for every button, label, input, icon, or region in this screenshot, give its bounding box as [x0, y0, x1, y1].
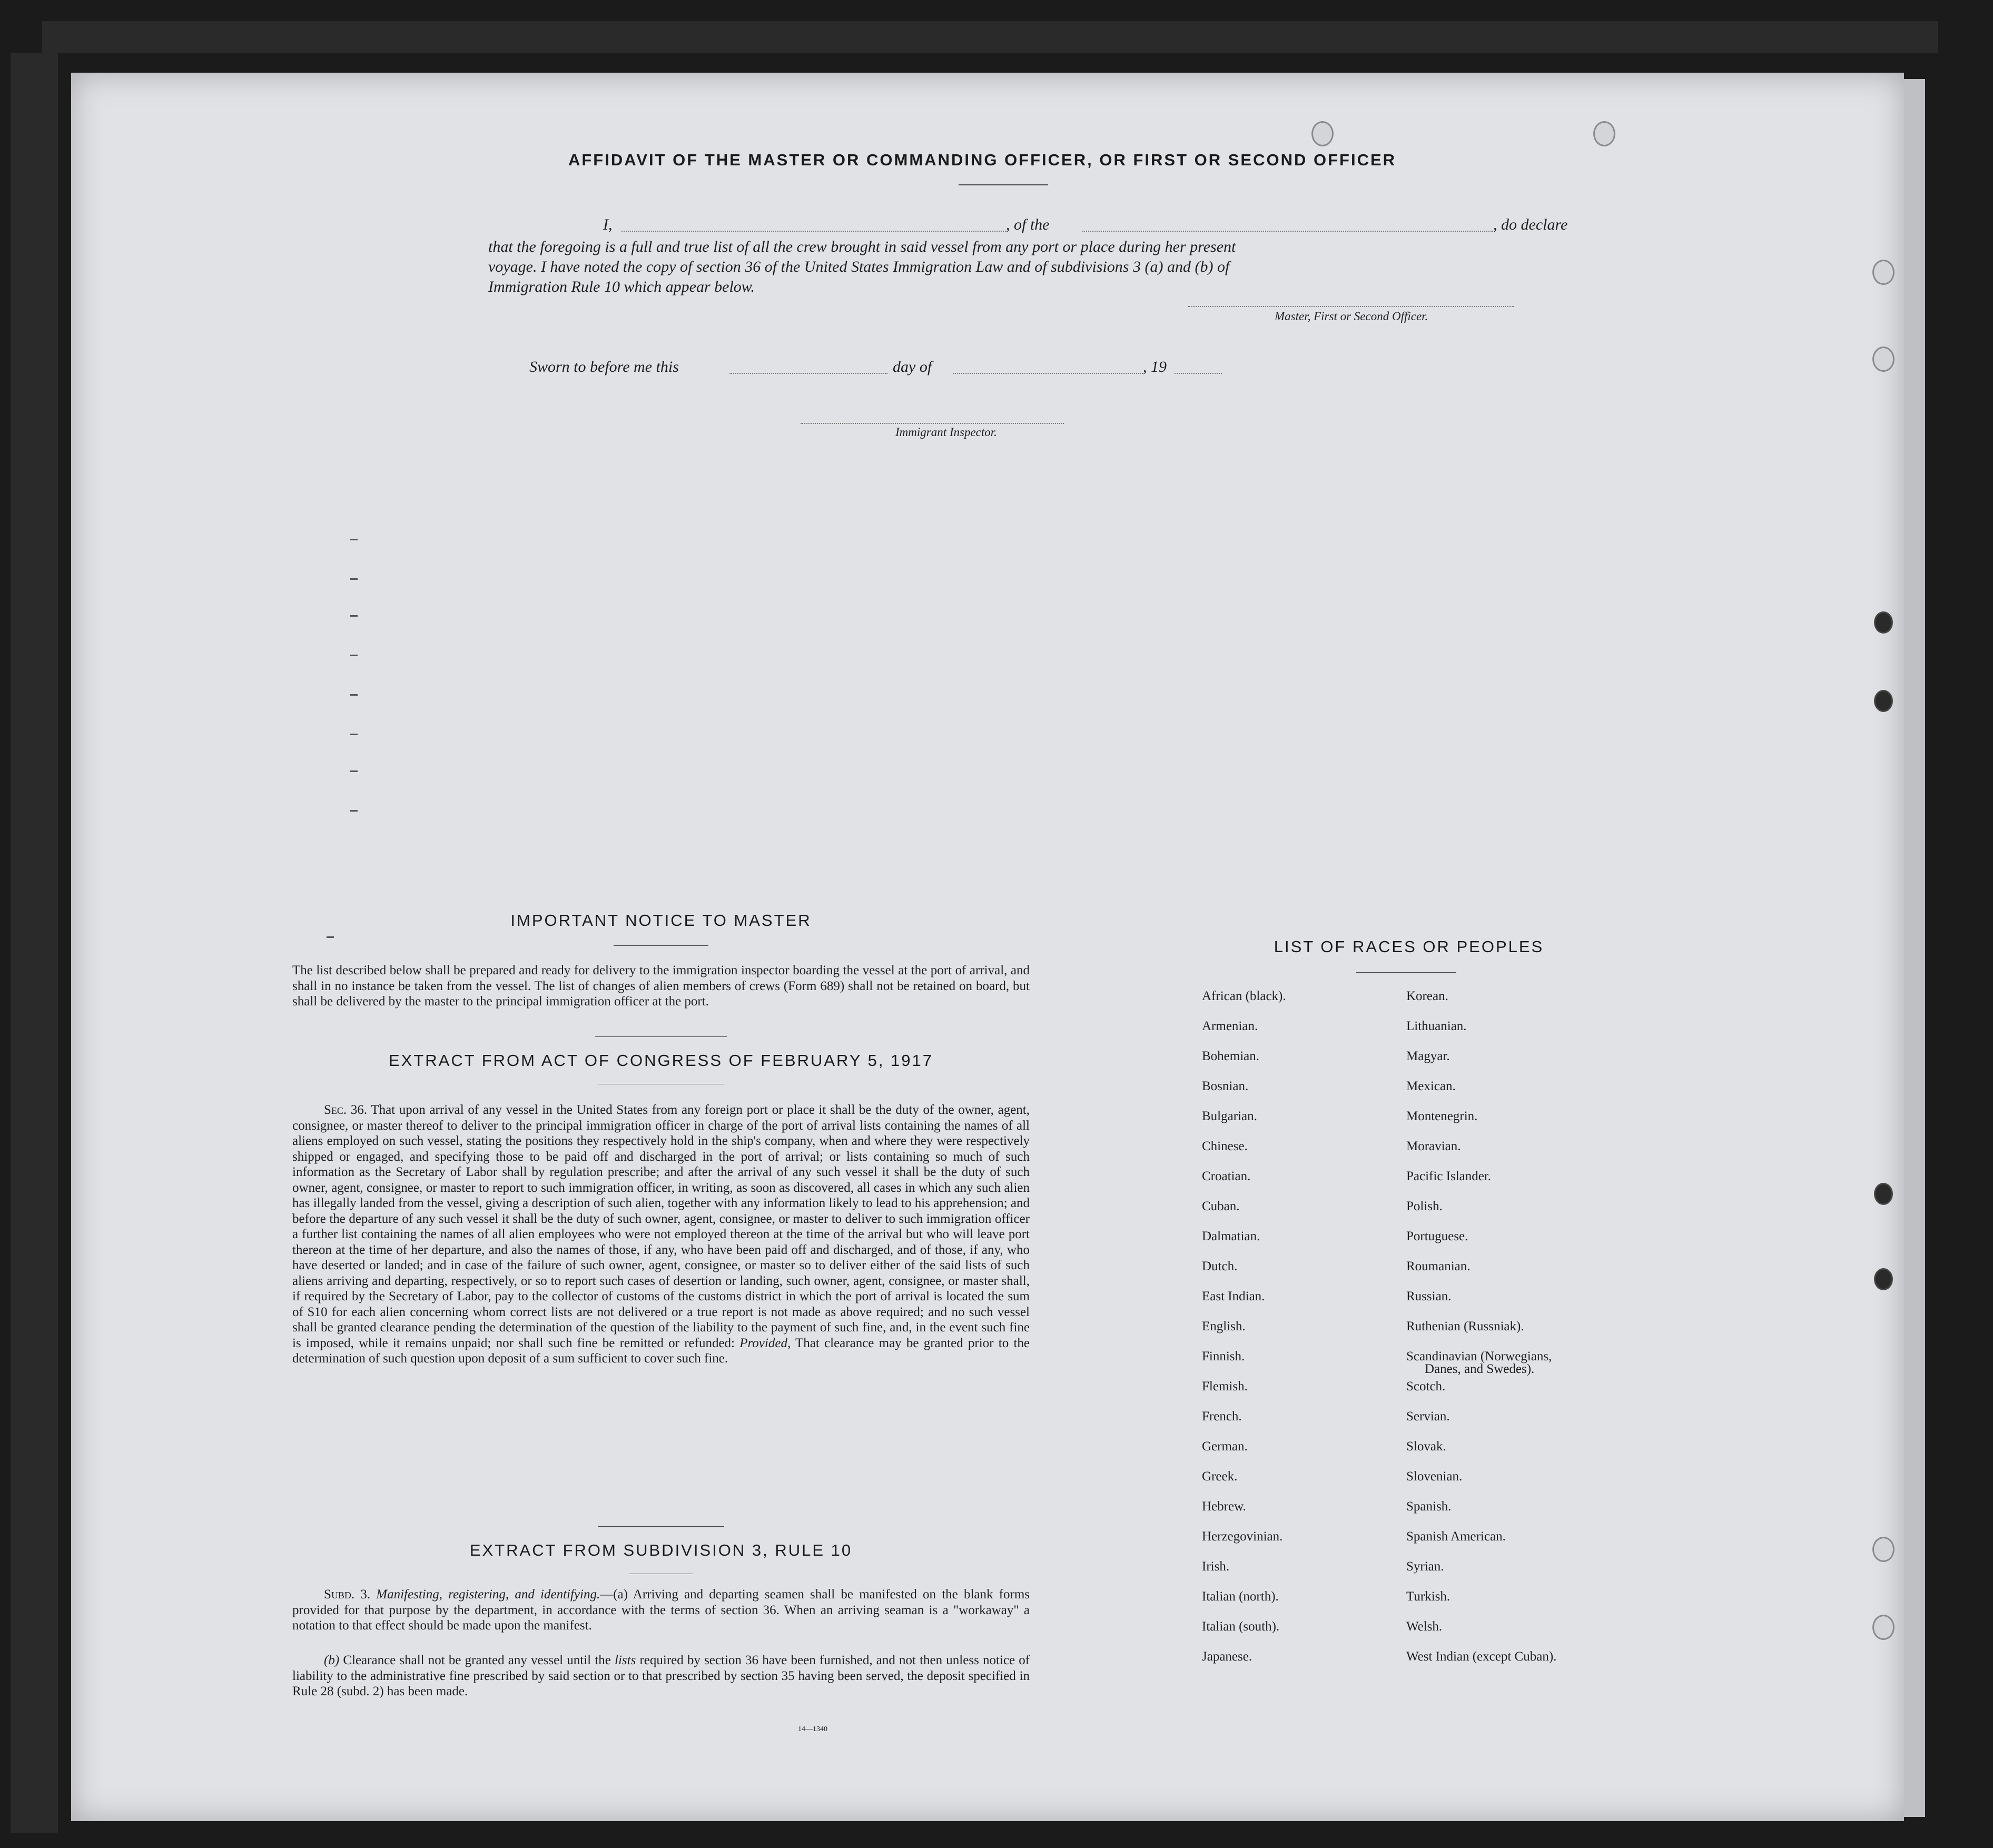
- race-item: Italian (north).: [1202, 1589, 1279, 1604]
- inspector-signature-line[interactable]: [801, 423, 1064, 424]
- scan-border-top: [42, 21, 1938, 53]
- race-item: Finnish.: [1202, 1349, 1245, 1363]
- punch-hole-right-5: [1874, 1183, 1893, 1205]
- affidavit-line-1: [535, 215, 1620, 236]
- affidavit-line-2: that the foregoing is a full and true list of all the crew brought in said vessel from any port or place during her present: [488, 238, 1236, 255]
- sworn-year: , 19: [1143, 358, 1167, 375]
- margin-dash: [350, 539, 358, 540]
- race-item: Bulgarian.: [1202, 1109, 1257, 1123]
- punch-hole-right-4: [1874, 690, 1893, 712]
- race-item: German.: [1202, 1439, 1248, 1454]
- affidavit-line-3: voyage. I have noted the copy of section 36 of the United States Immigration Law and of subdivisions 3 (a) and (b) of: [488, 258, 1230, 275]
- race-item: Dutch.: [1202, 1259, 1238, 1273]
- rule-para-b-label: (b): [324, 1653, 340, 1667]
- affidavit-i: I,: [603, 216, 613, 233]
- rule-para-b-lists: lists: [615, 1653, 636, 1667]
- margin-dash: [350, 770, 358, 772]
- race-item: Magyar.: [1406, 1049, 1450, 1063]
- race-item: Slovak.: [1406, 1439, 1446, 1454]
- race-item: Irish.: [1202, 1559, 1230, 1574]
- race-item: African (black).: [1202, 989, 1286, 1003]
- sworn-day-field[interactable]: [729, 373, 887, 374]
- affidavit-title-rule: [959, 184, 1048, 185]
- sworn-day-of: day of: [893, 358, 932, 375]
- race-item: Scandinavian (Norwegians,: [1406, 1349, 1552, 1363]
- signature-line[interactable]: [1188, 306, 1514, 307]
- act-extract-title: EXTRACT FROM ACT OF CONGRESS OF FEBRUARY 5, 1917: [388, 1051, 934, 1070]
- sworn-prefix: Sworn to before me this: [529, 358, 679, 375]
- notice-body: The list described below shall be prepared and ready for delivery to the immigration inspector boarding the vessel at the port of arrival, and shall in no instance be taken from the vessel. The list of changes of alien members of crews (Form 689) shall not be retained on board, but shall be delivered by the master to the principal immigration officer at the port.: [292, 963, 1030, 1009]
- race-item: Italian (south).: [1202, 1619, 1280, 1634]
- scan-border-left: [11, 53, 58, 1833]
- race-item: Bohemian.: [1202, 1049, 1260, 1063]
- page-edge: [1904, 79, 1925, 1817]
- race-item: Moravian.: [1406, 1139, 1461, 1153]
- act-rule: [598, 1526, 724, 1527]
- affidavit-title: AFFIDAVIT OF THE MASTER OR COMMANDING OFFICER, OR FIRST OR SECOND OFFICER: [568, 151, 1397, 169]
- race-item: English.: [1202, 1319, 1246, 1333]
- rule-subd-heading: Manifesting, registering, and identifying.: [376, 1587, 600, 1602]
- sworn-line: [529, 357, 1319, 378]
- race-item: Japanese.: [1202, 1649, 1252, 1664]
- inspector-caption: Immigrant Inspector.: [895, 426, 997, 439]
- race-item: Polish.: [1406, 1199, 1443, 1213]
- rule-extract-title: EXTRACT FROM SUBDIVISION 3, RULE 10: [469, 1541, 853, 1559]
- rule-subd-label: Subd. 3.: [324, 1587, 371, 1602]
- race-item: Slovenian.: [1406, 1469, 1463, 1484]
- punch-hole-right-2: [1872, 347, 1895, 372]
- race-item: Flemish.: [1202, 1379, 1248, 1394]
- act-provided: Provided,: [739, 1336, 791, 1350]
- sworn-month-field[interactable]: [953, 373, 1143, 374]
- races-title: LIST OF RACES OR PEOPLES: [1274, 937, 1544, 956]
- margin-dash: [350, 615, 358, 617]
- race-item: East Indian.: [1202, 1289, 1265, 1303]
- race-item: Montenegrin.: [1406, 1109, 1478, 1123]
- punch-hole-right-6: [1874, 1268, 1893, 1290]
- margin-dash: [350, 810, 358, 812]
- form-number: 14—1340: [798, 1725, 827, 1733]
- race-item: Lithuanian.: [1406, 1019, 1467, 1033]
- race-item: Cuban.: [1202, 1199, 1240, 1213]
- race-item: Spanish American.: [1406, 1529, 1506, 1544]
- act-body: That upon arrival of any vessel in the United States from any foreign port or place it shall be the duty of the owner, agent, consignee, or master thereof to deliver to the principal immigration officer in charge of the port of arrival lists containing the names of all aliens employed on such vessel, stating the positions they respectively hold in the ship's company, when and where they were respectively shipped or engaged, and specifying those to be paid off and discharged in the port of arrival; or lists containing so much of such information as the Secretary of Labor shall by regulation prescribe; and after the arrival of any such vessel it shall be the duty of such owner, agent, consignee, or master to report to such immigration officer, in writing, as soon as discovered, all cases in which any such alien has illegally landed from the vessel, giving a description of such alien, together with any information likely to lead to his apprehension; and before the departure of any such vessel it shall be the duty of such owner, agent, consignee, or master to deliver to such immigration officer a further list containing the names of all alien employees who were not employed thereon at the time of the arrival but who will leave port thereon at the time of her departure, and also the names of those, if any, who have been paid off and discharged, and of those, if any, who have deserted or landed; and in case of the failure of such owner, agent, consignee, or master so to deliver either of the said lists of such aliens arriving and departing, respectively, or so to report such cases of desertion or landing, such owner, agent, consignee, or master shall, if required by the Secretary of Labor, pay to the collector of customs of the customs district in which the port of arrival is located the sum of $10 for each alien concerning whom correct lists are not delivered or a true report is not made as above required; and no such vessel shall be granted clearance pending the determination of the question of the liability to the payment of such fine, and, in the event such fine is imposed, while it remains unpaid; nor shall such fine be remitted or refunded:: [292, 1103, 1030, 1350]
- notice-rule: [595, 1036, 727, 1037]
- act-body-end: That clearance may be granted prior to the determination of such question upon deposit of a sum sufficient to cover such fine.: [292, 1336, 1030, 1366]
- name-field[interactable]: [621, 231, 1006, 232]
- race-item: Portuguese.: [1406, 1229, 1468, 1243]
- affidavit-line-4: Immigration Rule 10 which appear below.: [488, 278, 755, 295]
- signature-caption: Master, First or Second Officer.: [1275, 310, 1428, 323]
- race-item-continuation: Danes, and Swedes).: [1425, 1362, 1535, 1376]
- notice-title: IMPORTANT NOTICE TO MASTER: [510, 911, 812, 930]
- race-item: French.: [1202, 1409, 1242, 1424]
- race-item: Syrian.: [1406, 1559, 1444, 1574]
- race-item: Turkish.: [1406, 1589, 1451, 1604]
- race-item: Armenian.: [1202, 1019, 1258, 1033]
- margin-dash: [350, 578, 358, 580]
- race-item: Pacific Islander.: [1406, 1169, 1492, 1183]
- rule-para-b-start: Clearance shall not be granted any vessel until the: [343, 1653, 611, 1667]
- margin-dash: [350, 655, 358, 656]
- rule-para-a: [292, 1587, 1030, 1634]
- margin-dash: [350, 734, 358, 735]
- race-item: Hebrew.: [1202, 1499, 1246, 1514]
- act-sec-label: Sec. 36.: [324, 1103, 368, 1117]
- race-item: Scotch.: [1406, 1379, 1446, 1394]
- race-item: Russian.: [1406, 1289, 1452, 1303]
- race-item: Croatian.: [1202, 1169, 1251, 1183]
- rule-para-b: [292, 1653, 1030, 1699]
- punch-hole-right-3: [1874, 611, 1893, 634]
- act-extract-body: [292, 1102, 1030, 1367]
- race-item: Servian.: [1406, 1409, 1450, 1424]
- affidavit-of-the: , of the: [1006, 216, 1050, 233]
- punch-hole-right-8: [1872, 1615, 1895, 1640]
- race-item: Spanish.: [1406, 1499, 1452, 1514]
- rule-para-b-rest: required by section 36 have been furnished, and not then unless notice of liability to the administrative fine prescribed by said section or to that prescribed by section 35 having been served, the deposit specified in Rule 28 (subd. 2) has been made.: [292, 1653, 1030, 1698]
- margin-dash: [350, 694, 358, 696]
- race-item: Dalmatian.: [1202, 1229, 1260, 1243]
- race-item: Greek.: [1202, 1469, 1238, 1484]
- notice-title-rule: [614, 945, 708, 946]
- margin-dash: [327, 936, 334, 938]
- vessel-field[interactable]: [1082, 231, 1493, 232]
- race-item: Mexican.: [1406, 1079, 1456, 1093]
- affidavit-do-declare: , do declare: [1493, 216, 1568, 233]
- race-item: Roumanian.: [1406, 1259, 1471, 1273]
- race-item: Welsh.: [1406, 1619, 1443, 1634]
- punch-hole-right-7: [1872, 1537, 1895, 1562]
- race-item: Herzegovinian.: [1202, 1529, 1283, 1544]
- race-item: Bosnian.: [1202, 1079, 1249, 1093]
- punch-hole-right-1: [1872, 260, 1895, 285]
- document-page: [71, 73, 1904, 1821]
- rule-para-a-text: —(a) Arriving and departing seamen shall be manifested on the blank forms provided for that purpose by the department, in accordance with the terms of section 36. When an arriving seaman is a "workaway" a notation to that effect should be made upon the manifest.: [292, 1587, 1030, 1633]
- race-item: Ruthenian (Russniak).: [1406, 1319, 1524, 1333]
- race-item: Chinese.: [1202, 1139, 1248, 1153]
- race-item: West Indian (except Cuban).: [1406, 1649, 1557, 1664]
- punch-hole-top-2: [1593, 121, 1615, 146]
- races-title-rule: [1356, 972, 1456, 973]
- sworn-year-field[interactable]: [1175, 373, 1222, 374]
- race-item: Korean.: [1406, 989, 1448, 1003]
- punch-hole-top-1: [1311, 121, 1334, 146]
